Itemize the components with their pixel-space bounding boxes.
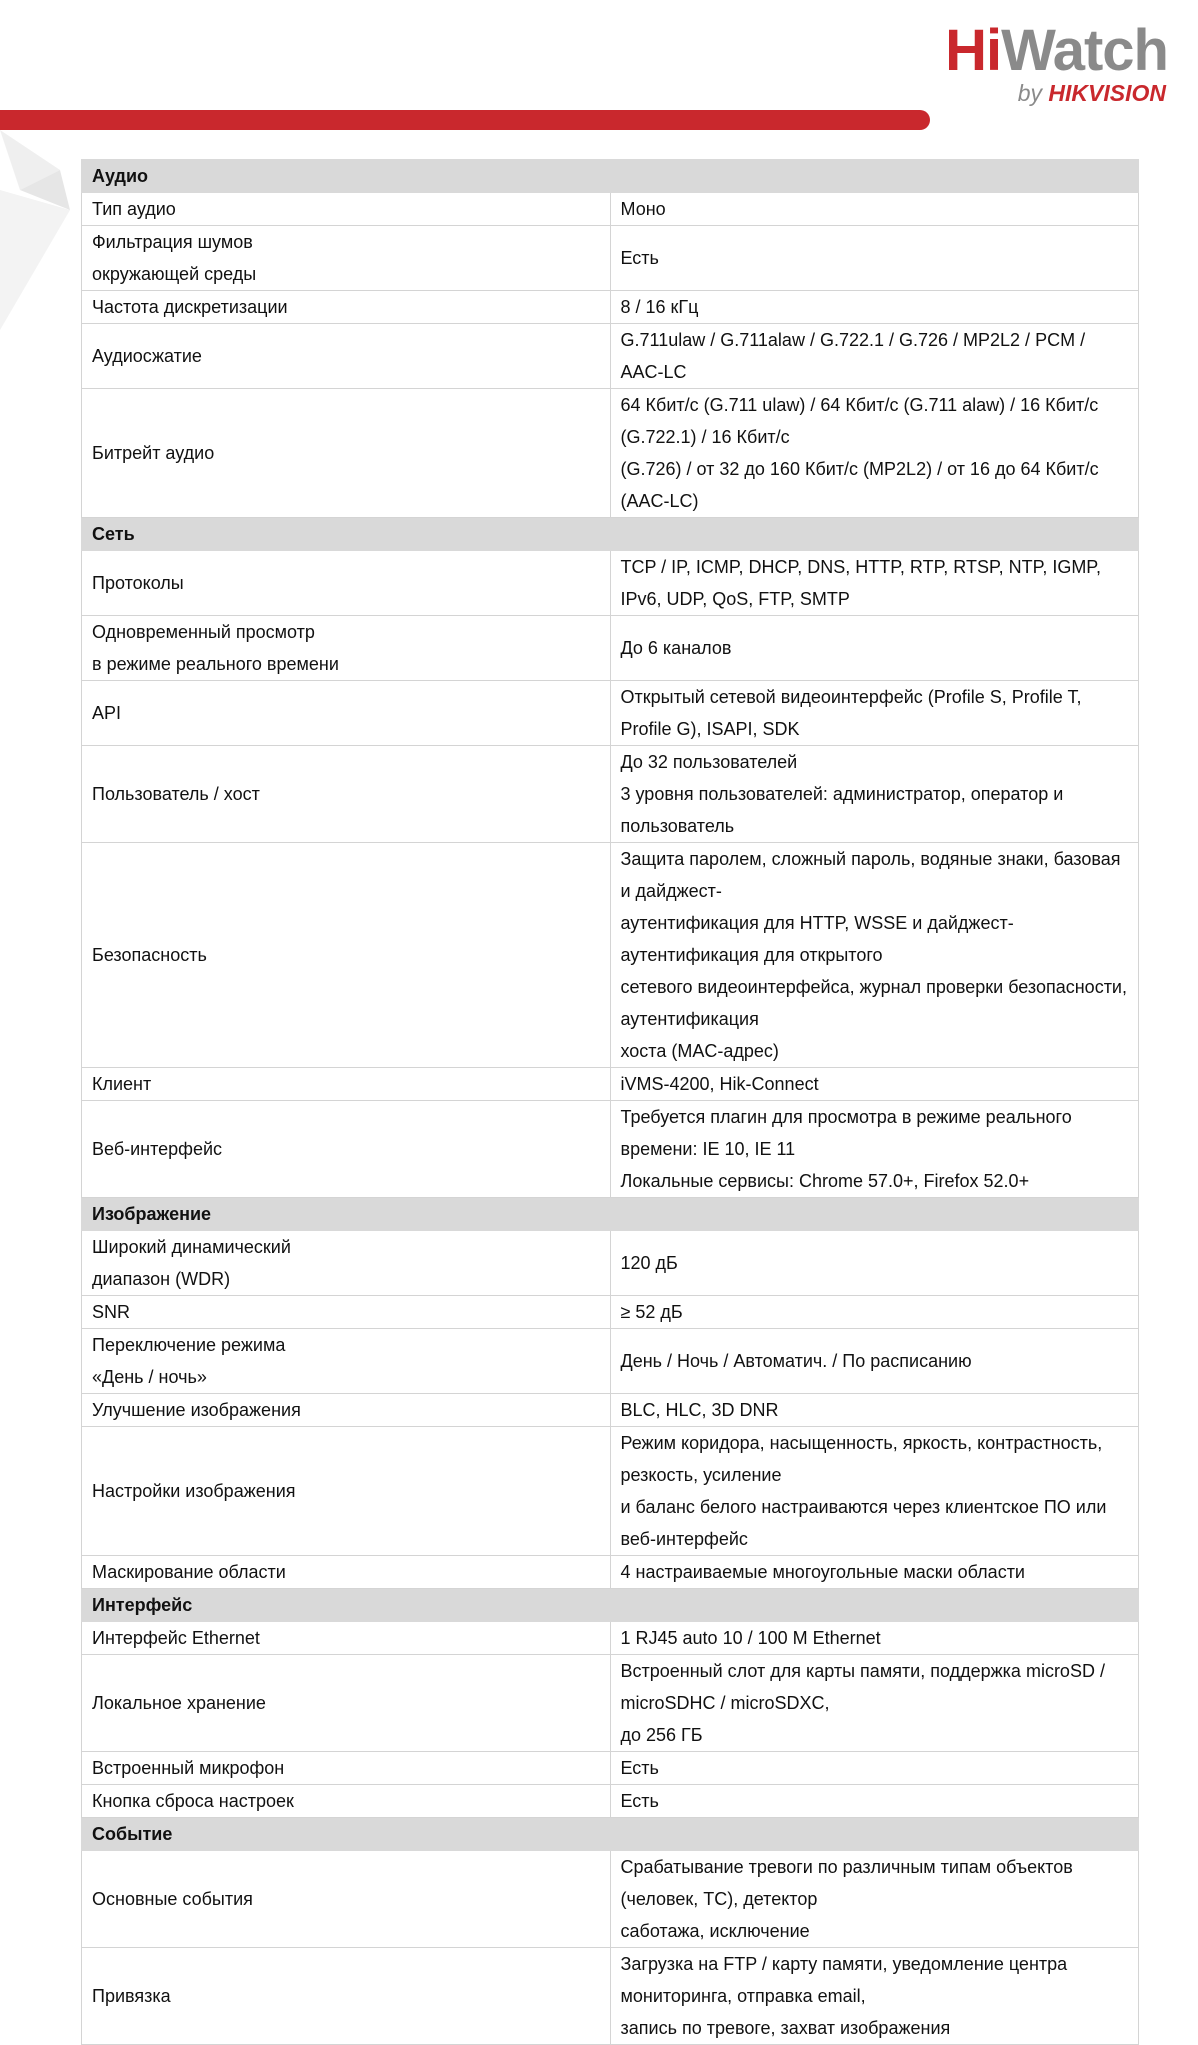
- spec-value: [610, 226, 1139, 291]
- spec-value-line: Моно: [620, 199, 666, 219]
- spec-label-line: Основные события: [92, 1889, 253, 1909]
- spec-label-line: Веб-интерфейс: [92, 1139, 223, 1159]
- spec-label-line: Маскирование области: [92, 1562, 286, 1582]
- spec-label-line: Настройки изображения: [92, 1481, 296, 1501]
- spec-value-line: До 32 пользователей: [620, 752, 798, 772]
- spec-value: [610, 291, 1139, 324]
- spec-value-line: Встроенный слот для карты памяти, поддержка microSD / microSDHC / microSDXC,: [620, 1661, 1105, 1713]
- spec-value: [610, 1296, 1139, 1329]
- spec-label: [82, 1622, 611, 1655]
- spec-value-line: Загрузка на FTP / карту памяти, уведомление центра мониторинга, отправка email,: [620, 1954, 1068, 2006]
- spec-value-line: хоста (MAC-адрес): [620, 1041, 779, 1061]
- spec-label-line: Привязка: [92, 1986, 171, 2006]
- spec-label: [82, 1394, 611, 1427]
- spec-label-line: в режиме реального времени: [92, 654, 339, 674]
- spec-label-line: Пользователь / хост: [92, 784, 260, 804]
- spec-label-line: Кнопка сброса настроек: [92, 1791, 294, 1811]
- spec-value-line: Открытый сетевой видеоинтерфейс (Profile S, Profile T, Profile G), ISAPI, SDK: [620, 687, 1082, 739]
- spec-value-line: День / Ночь / Автоматич. / По расписанию: [620, 1351, 972, 1371]
- spec-value: [610, 1785, 1139, 1818]
- table-row: [82, 1394, 1139, 1427]
- spec-value-line: Есть: [620, 1791, 659, 1811]
- spec-value: [610, 1101, 1139, 1198]
- spec-label-line: окружающей среды: [92, 264, 257, 284]
- spec-value: [610, 1231, 1139, 1296]
- spec-label: [82, 1427, 611, 1556]
- spec-label: [82, 389, 611, 518]
- spec-label-line: API: [92, 703, 122, 723]
- section-header: [82, 1198, 1139, 1231]
- table-row: [82, 193, 1139, 226]
- section-title: Событие: [82, 1818, 1139, 1851]
- spec-label-line: Клиент: [92, 1074, 152, 1094]
- section-title: Изображение: [82, 1198, 1139, 1231]
- spec-label: [82, 1231, 611, 1296]
- spec-value: [610, 1068, 1139, 1101]
- spec-value-line: Режим коридора, насыщенность, яркость, контрастность, резкость, усиление: [620, 1433, 1103, 1485]
- section-header: [82, 518, 1139, 551]
- spec-value: [610, 1556, 1139, 1589]
- table-row: [82, 324, 1139, 389]
- spec-value: [610, 1948, 1139, 2045]
- spec-label-line: Аудиосжатие: [92, 346, 202, 366]
- spec-label-line: Широкий динамический: [92, 1237, 291, 1257]
- table-row: [82, 746, 1139, 843]
- spec-value: [610, 193, 1139, 226]
- spec-label-line: Улучшение изображения: [92, 1400, 301, 1420]
- spec-table: [81, 159, 1139, 2045]
- spec-value: [610, 1622, 1139, 1655]
- spec-value: [610, 1655, 1139, 1752]
- spec-value-line: До 6 каналов: [620, 638, 732, 658]
- table-row: [82, 1068, 1139, 1101]
- table-row: [82, 291, 1139, 324]
- watermark-graphic: [0, 130, 90, 330]
- spec-value-line: Требуется плагин для просмотра в режиме реального времени: IE 10, IE 11: [620, 1107, 1072, 1159]
- spec-label: [82, 681, 611, 746]
- spec-label-line: Безопасность: [92, 945, 207, 965]
- spec-value: [610, 324, 1139, 389]
- spec-label: [82, 1296, 611, 1329]
- spec-value-line: до 256 ГБ: [620, 1725, 703, 1745]
- spec-value-line: (G.726) / от 32 до 160 Кбит/с (MP2L2) / от 16 до 64 Кбит/с (AAC-LC): [620, 459, 1099, 511]
- spec-value-line: запись по тревоге, захват изображения: [620, 2018, 951, 2038]
- spec-value: [610, 843, 1139, 1068]
- table-row: [82, 843, 1139, 1068]
- spec-value-line: Есть: [620, 248, 659, 268]
- spec-label: [82, 746, 611, 843]
- spec-label: [82, 616, 611, 681]
- spec-label: [82, 1655, 611, 1752]
- table-row: [82, 1101, 1139, 1198]
- spec-label-line: Фильтрация шумов: [92, 232, 253, 252]
- spec-label-line: Локальное хранение: [92, 1693, 266, 1713]
- logo-wordmark: HiWatch: [945, 18, 1168, 83]
- spec-label: [82, 324, 611, 389]
- spec-value: [610, 1851, 1139, 1948]
- section-title: Сеть: [82, 518, 1139, 551]
- spec-label: [82, 1068, 611, 1101]
- spec-value-line: BLC, HLC, 3D DNR: [620, 1400, 779, 1420]
- table-row: [82, 1231, 1139, 1296]
- spec-label-line: SNR: [92, 1302, 131, 1322]
- spec-value-line: 3 уровня пользователей: администратор, оператор и пользователь: [620, 784, 1064, 836]
- spec-label-line: Переключение режима: [92, 1335, 286, 1355]
- spec-value-line: G.711ulaw / G.711alaw / G.722.1 / G.726 / MP2L2 / PCM / AAC-LC: [620, 330, 1086, 382]
- spec-value-line: Срабатывание тревоги по различным типам объектов (человек, ТС), детектор: [620, 1857, 1073, 1909]
- table-row: [82, 1556, 1139, 1589]
- spec-label: [82, 1851, 611, 1948]
- spec-value: [610, 1394, 1139, 1427]
- table-row: [82, 1785, 1139, 1818]
- spec-label: [82, 226, 611, 291]
- spec-value-line: аутентификация для HTTP, WSSE и дайджест-аутентификация для открытого: [620, 913, 1014, 965]
- spec-value-line: ≥ 52 дБ: [620, 1302, 683, 1322]
- table-row: [82, 1622, 1139, 1655]
- section-title: Аудио: [82, 160, 1139, 193]
- spec-value: [610, 616, 1139, 681]
- spec-value: [610, 1752, 1139, 1785]
- spec-value-line: 8 / 16 кГц: [620, 297, 699, 317]
- spec-value: [610, 746, 1139, 843]
- spec-value-line: саботажа, исключение: [620, 1921, 810, 1941]
- brand-logo: [923, 18, 1168, 106]
- spec-label: [82, 551, 611, 616]
- spec-value: [610, 1427, 1139, 1556]
- spec-label: [82, 1785, 611, 1818]
- section-title: Интерфейс: [82, 1589, 1139, 1622]
- table-row: [82, 389, 1139, 518]
- spec-value-line: 64 Кбит/с (G.711 ulaw) / 64 Кбит/с (G.711 alaw) / 16 Кбит/с (G.722.1) / 16 Кбит/с: [620, 395, 1099, 447]
- spec-value-line: 120 дБ: [620, 1253, 678, 1273]
- spec-value-line: и баланс белого настраиваются через клиентское ПО или веб-интерфейс: [620, 1497, 1107, 1549]
- spec-label-line: Протоколы: [92, 573, 184, 593]
- spec-value-line: сетевого видеоинтерфейса, журнал проверки безопасности, аутентификация: [620, 977, 1127, 1029]
- spec-label-line: Частота дискретизации: [92, 297, 288, 317]
- spec-value-line: TCP / IP, ICMP, DHCP, DNS, HTTP, RTP, RTSP, NTP, IGMP, IPv6, UDP, QoS, FTP, SMTP: [620, 557, 1101, 609]
- table-row: [82, 1329, 1139, 1394]
- table-row: [82, 1948, 1139, 2045]
- spec-value: [610, 681, 1139, 746]
- spec-label-line: Интерфейс Ethernet: [92, 1628, 260, 1648]
- header-accent-bar: [0, 110, 930, 130]
- spec-value: [610, 389, 1139, 518]
- table-row: [82, 1296, 1139, 1329]
- spec-value-line: Локальные сервисы: Chrome 57.0+, Firefox 52.0+: [620, 1171, 1030, 1191]
- spec-label: [82, 193, 611, 226]
- spec-label-line: «День / ночь»: [92, 1367, 207, 1387]
- spec-value-line: Есть: [620, 1758, 659, 1778]
- table-row: [82, 1752, 1139, 1785]
- table-row: [82, 1851, 1139, 1948]
- spec-value-line: Защита паролем, сложный пароль, водяные знаки, базовая и дайджест-: [620, 849, 1121, 901]
- spec-label: [82, 1948, 611, 2045]
- section-header: [82, 1589, 1139, 1622]
- spec-label: [82, 1101, 611, 1198]
- spec-label-line: Одновременный просмотр: [92, 622, 315, 642]
- table-row: [82, 1427, 1139, 1556]
- spec-label: [82, 843, 611, 1068]
- spec-label-line: Тип аудио: [92, 199, 176, 219]
- section-header: [82, 1818, 1139, 1851]
- spec-value: [610, 551, 1139, 616]
- spec-label: [82, 1329, 611, 1394]
- table-row: [82, 616, 1139, 681]
- spec-value-line: iVMS-4200, Hik-Connect: [620, 1074, 819, 1094]
- table-row: [82, 681, 1139, 746]
- spec-value-line: 4 настраиваемые многоугольные маски области: [620, 1562, 1025, 1582]
- spec-value: [610, 1329, 1139, 1394]
- spec-label-line: Встроенный микрофон: [92, 1758, 285, 1778]
- logo-byline: by HIKVISION: [1017, 80, 1166, 106]
- spec-label-line: Битрейт аудио: [92, 443, 215, 463]
- spec-value-line: 1 RJ45 auto 10 / 100 M Ethernet: [620, 1628, 881, 1648]
- spec-label: [82, 291, 611, 324]
- table-row: [82, 551, 1139, 616]
- spec-label: [82, 1556, 611, 1589]
- table-row: [82, 226, 1139, 291]
- table-row: [82, 1655, 1139, 1752]
- spec-label-line: диапазон (WDR): [92, 1269, 231, 1289]
- spec-label: [82, 1752, 611, 1785]
- section-header: [82, 160, 1139, 193]
